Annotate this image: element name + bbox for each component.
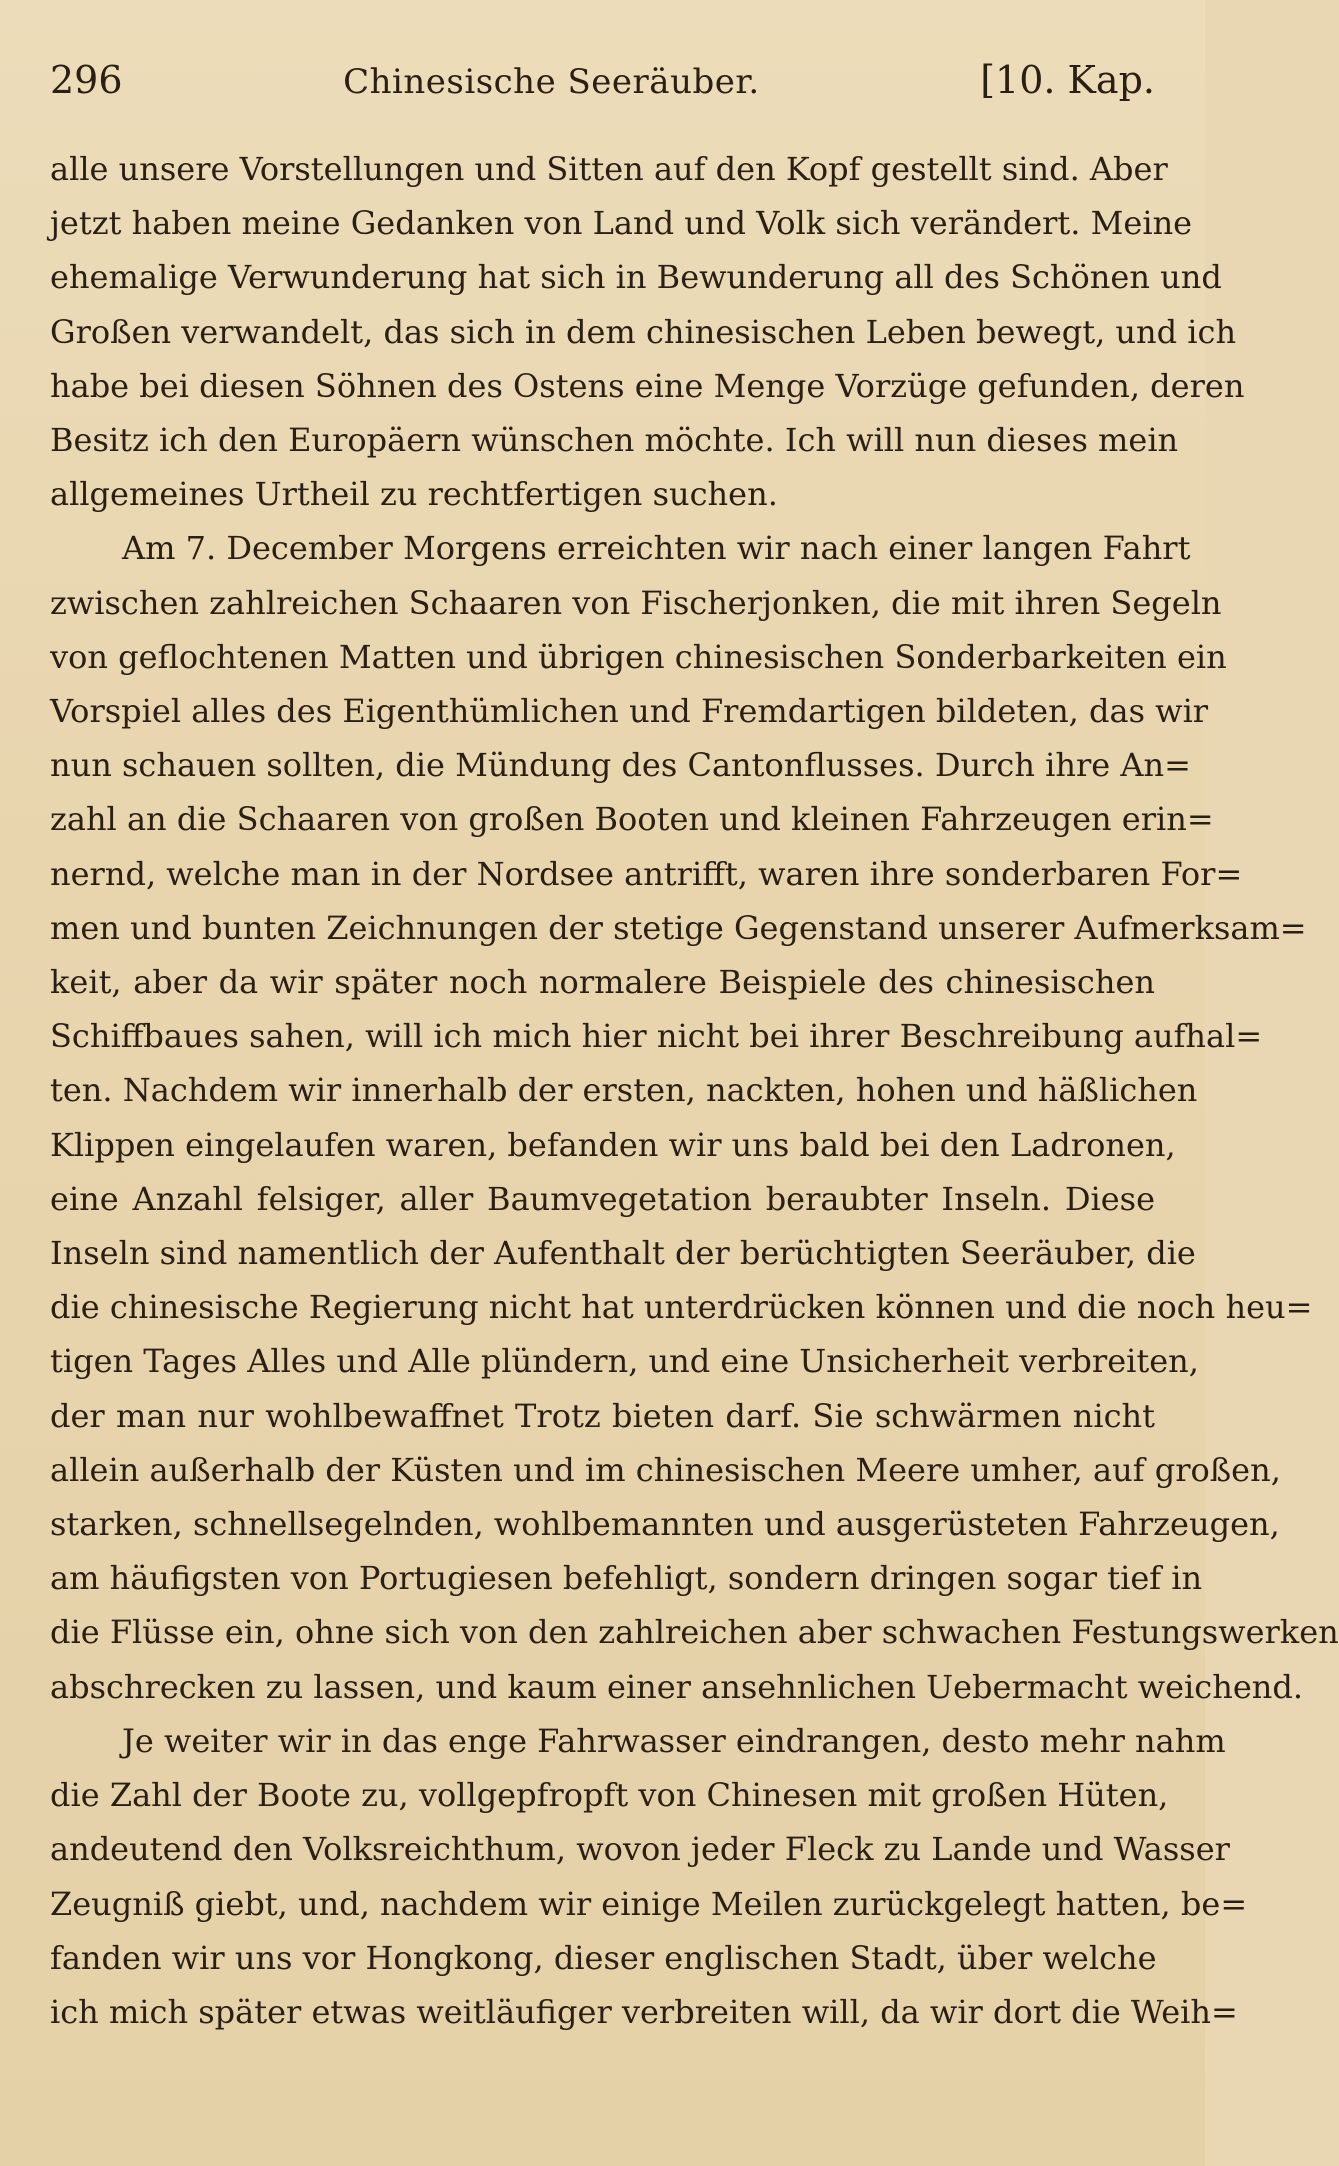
text-line: die chinesische Regierung nicht hat unterdrücken können und die noch heu= <box>50 1288 1313 1327</box>
text-line: Schiffbaues sahen, will ich mich hier nicht bei ihrer Beschreibung aufhal= <box>50 1017 1263 1056</box>
text-line: alle unsere Vorstellungen und Sitten auf den Kopf gestellt sind. Aber <box>50 150 1168 188</box>
text-line: von geflochtenen Matten und übrigen chinesischen Sonderbarkeiten ein <box>50 637 1227 676</box>
text-line: Großen verwandelt, das sich in dem chinesischen Leben bewegt, und ich <box>50 312 1237 351</box>
text-line: Am 7. December Morgens erreichten wir nach einer langen Fahrt <box>122 529 1191 568</box>
text-line: tigen Tages Alles und Alle plündern, und eine Unsicherheit verbreiten, <box>50 1342 1199 1381</box>
page-number: 296 <box>50 58 123 102</box>
text-line: der man nur wohlbewaffnet Trotz bieten darf. Sie schwärmen nicht <box>50 1396 1155 1435</box>
text-line: fanden wir uns vor Hongkong, dieser englischen Stadt, über welche <box>50 1938 1157 1977</box>
text-line: Zeugniß giebt, und, nachdem wir einige Meilen zurückgelegt hatten, be= <box>50 1884 1248 1923</box>
body-text <box>50 142 1339 2039</box>
paragraph <box>50 142 1245 521</box>
paragraph <box>50 1714 1248 2039</box>
text-line: jetzt haben meine Gedanken von Land und Volk sich verändert. Meine <box>50 204 1193 243</box>
text-line: nernd, welche man in der Nordsee antrifft, waren ihre sonderbaren For= <box>50 854 1243 893</box>
text-line: zahl an die Schaaren von großen Booten und kleinen Fahrzeugen erin= <box>50 800 1214 839</box>
text-line: ten. Nachdem wir innerhalb der ersten, nackten, hohen und häßlichen <box>50 1071 1198 1110</box>
text-line: Vorspiel alles des Eigenthümlichen und Fremdartigen bildeten, das wir <box>50 692 1209 731</box>
text-line: eine Anzahl felsiger, aller Baumvegetation beraubter Inseln. Diese <box>50 1179 1155 1218</box>
text-line: nun schauen sollten, die Mündung des Cantonflusses. Durch ihre An= <box>50 746 1191 785</box>
text-line: Inseln sind namentlich der Aufenthalt der berüchtigten Seeräuber, die <box>50 1234 1196 1273</box>
text-line: allein außerhalb der Küsten und im chinesischen Meere umher, auf großen, <box>50 1450 1281 1489</box>
text-line: keit, aber da wir später noch normalere Beispiele des chinesischen <box>50 963 1155 1002</box>
text-line: am häufigsten von Portugiesen befehligt, sondern dringen sogar tief in <box>50 1559 1203 1598</box>
text-line: andeutend den Volksreichthum, wovon jeder Fleck zu Lande und Wasser <box>50 1830 1230 1869</box>
text-line: ich mich später etwas weitläufiger verbreiten will, da wir dort die Weih= <box>50 1992 1238 2031</box>
text-line: men und bunten Zeichnungen der stetige Gegenstand unserer Aufmerksam= <box>50 908 1307 947</box>
text-line: allgemeines Urtheil zu rechtfertigen suchen. <box>50 475 778 514</box>
text-line: ehemalige Verwunderung hat sich in Bewunderung all des Schönen und <box>50 258 1222 297</box>
text-line: Besitz ich den Europäern wünschen möchte. Ich will nun dieses mein <box>50 421 1179 460</box>
text-line: die Flüsse ein, ohne sich von den zahlreichen aber schwachen Festungswerken <box>50 1613 1339 1652</box>
chapter-label: [10. Kap. <box>980 58 1155 102</box>
running-title: Chinesische Seeräuber. <box>343 62 760 102</box>
text-line: habe bei diesen Söhnen des Ostens eine Menge Vorzüge gefunden, deren <box>50 366 1245 405</box>
text-line: die Zahl der Boote zu, vollgepfropft von Chinesen mit großen Hüten, <box>50 1776 1169 1815</box>
text-line: Klippen eingelaufen waren, befanden wir uns bald bei den Ladronen, <box>50 1125 1176 1164</box>
text-line: Je weiter wir in das enge Fahrwasser eindrangen, desto mehr nahm <box>122 1721 1226 1760</box>
paragraph <box>50 521 1339 1713</box>
text-line: zwischen zahlreichen Schaaren von Fischerjonken, die mit ihren Segeln <box>50 583 1222 622</box>
page-header <box>50 58 1155 118</box>
text-line: abschrecken zu lassen, und kaum einer ansehnlichen Uebermacht weichend. <box>50 1667 1304 1706</box>
text-line: starken, schnellsegelnden, wohlbemannten und ausgerüsteten Fahrzeugen, <box>50 1505 1280 1544</box>
